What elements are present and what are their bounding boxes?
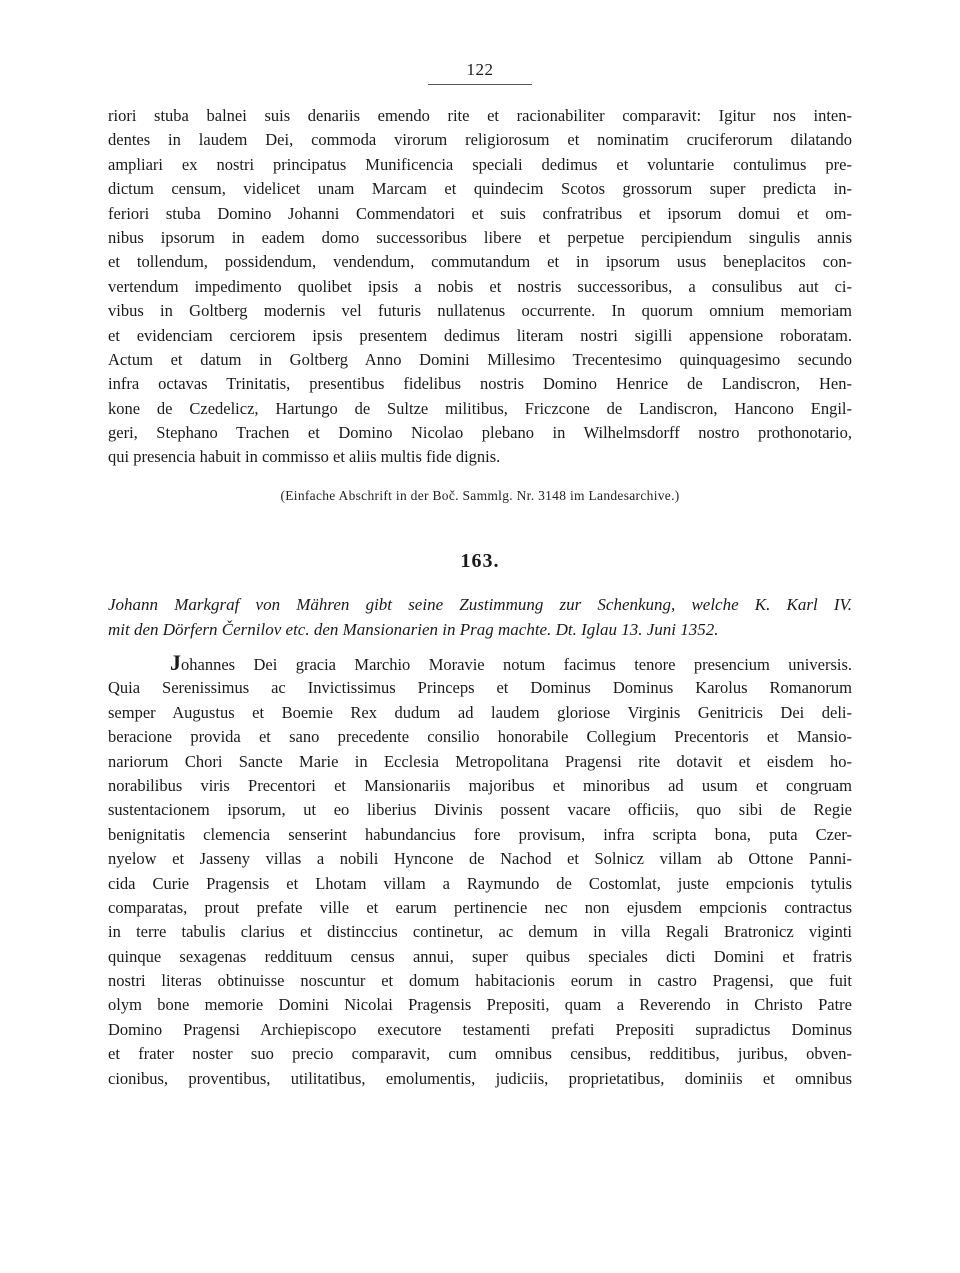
text-line: et evidenciam cerciorem ipsis presentem dedimus literam nostri sigilli appensione roboratam. (108, 325, 852, 345)
text-line: Actum et datum in Goltberg Anno Domini Millesimo Trecentesimo quinquagesimo secundo (108, 349, 852, 369)
page-number: 122 (466, 60, 494, 79)
text-line: beracione provida et sano precedente consilio honorabile Collegium Precentoris et Mansio- (108, 727, 852, 747)
document-number: 163. (460, 550, 500, 572)
text-line: norabilibus viris Precentori et Mansionariis majoribus et minoribus ad usum et congruam (108, 775, 852, 795)
text-line: vibus in Goltberg modernis vel futuris nullatenus occurrente. In quorum omnium memoriam (108, 301, 852, 321)
text-line: nyelow et Jasseny villas a nobili Hyncone de Nachod et Solnicz villam ab Ottone Panni- (108, 849, 852, 869)
text-line: Domino Pragensi Archiepiscopo executore testamenti prefati Prepositi supradictus Dominus (108, 1019, 852, 1039)
text-line: vertendum impedimento quolibet ipsis a nobis et nostris successoribus, a consulibus aut ci- (108, 276, 852, 296)
text-line: nostri literas obtinuisse noscuntur et domum habitacionis eorum in castro Pragensi, que fuit (108, 971, 852, 991)
source-note: (Einfache Abschrift in der Boč. Sammlg. Nr. 3148 im Landesarchive.) (280, 488, 680, 503)
text-line: et frater noster suo precio comparavit, cum omnibus censibus, redditibus, juribus, obven- (108, 1044, 852, 1064)
text-line: quinque sexagenas reddituum census annui, super quibus speciales dicti Domini et fratris (108, 946, 852, 966)
first-text-line (108, 652, 852, 676)
text-line: nibus ipsorum in eadem domo successoribus libere et perpetue percipiendum singulis annis (108, 227, 852, 247)
first-line-rest: ohannes Dei gracia Marchio Moravie notum facimus tenore presencium universis. (181, 655, 852, 674)
text-line: cida Curie Pragensis et Lhotam villam a Raymundo de Costomlat, juste empcionis tytulis (108, 873, 852, 893)
text-line: cionibus, proventibus, utilitatibus, emolumentis, judiciis, proprietatibus, dominiis et omnibus (108, 1068, 852, 1088)
text-line: in terre tabulis clarius et distinccius continetur, ac demum in villa Regali Bratronicz viginti (108, 922, 852, 942)
initial-letter: J (170, 652, 181, 675)
regest-line: Johann Markgraf von Mähren gibt seine Zustimmung zur Schenkung, welche K. Karl IV. (108, 595, 852, 614)
text-line: kone de Czedelicz, Hartungo de Sultze militibus, Friczcone de Landiscron, Hancono Engil- (108, 398, 852, 418)
document-text (108, 652, 852, 1091)
page-number-rule (428, 84, 532, 85)
text-line: et tollendum, possidendum, vendendum, commutandum et in ipsorum usus beneplacitos con- (108, 252, 852, 272)
text-line: semper Augustus et Boemie Rex dudum ad laudem gloriose Virginis Genitricis Dei deli- (108, 702, 852, 722)
text-line: geri, Stephano Trachen et Domino Nicolao plebano in Wilhelmsdorff nostro prothonotario, (108, 423, 852, 443)
text-line: nariorum Chori Sancte Marie in Ecclesia Metropolitana Pragensi rite dotavit et eisdem ho- (108, 751, 852, 771)
text-line: dentes in laudem Dei, commoda virorum religiorosum et nominatim cruciferorum dilatando (108, 130, 852, 150)
continuation-text (108, 104, 852, 470)
text-line: feriori stuba Domino Johanni Commendatori et suis confratribus et ipsorum domui et om- (108, 203, 852, 223)
text-line: infra octavas Trinitatis, presentibus fidelibus nostris Domino Henrice de Landiscron, Hen- (108, 374, 852, 394)
text-line: olym bone memorie Domini Nicolai Pragensis Prepositi, quam a Reverendo in Christo Patre (108, 995, 852, 1015)
regest-line: mit den Dörfern Černilov etc. den Mansionarien in Prag machte. Dt. Iglau 13. Juni 1352. (108, 620, 719, 639)
text-line: sustentacionem ipsorum, ut eo liberius Divinis possent vacare officiis, quo sibi de Regie (108, 800, 852, 820)
text-line: benignitatis clemencia senserint habundancius fore provisum, infra scripta bona, puta Czer- (108, 824, 852, 844)
text-line: comparatas, prout prefate ville et earum pertinencie nec non ejusdem empcionis contractus (108, 897, 852, 917)
document-regest (108, 592, 852, 642)
text-line: dictum censum, videlicet unam Marcam et quindecim Scotos grossorum super predicta in- (108, 179, 852, 199)
text-line: qui presencia habuit in commisso et aliis multis fide dignis. (108, 447, 501, 467)
text-line: riori stuba balnei suis denariis emendo rite et racionabiliter comparavit: Igitur nos inten- (108, 106, 852, 125)
text-line: Quia Serenissimus ac Invictissimus Princeps et Dominus Dominus Karolus Romanorum (108, 678, 852, 698)
text-line: ampliari ex nostri principatus Munificencia speciali dedimus et voluntarie contulimus pre- (108, 154, 852, 174)
